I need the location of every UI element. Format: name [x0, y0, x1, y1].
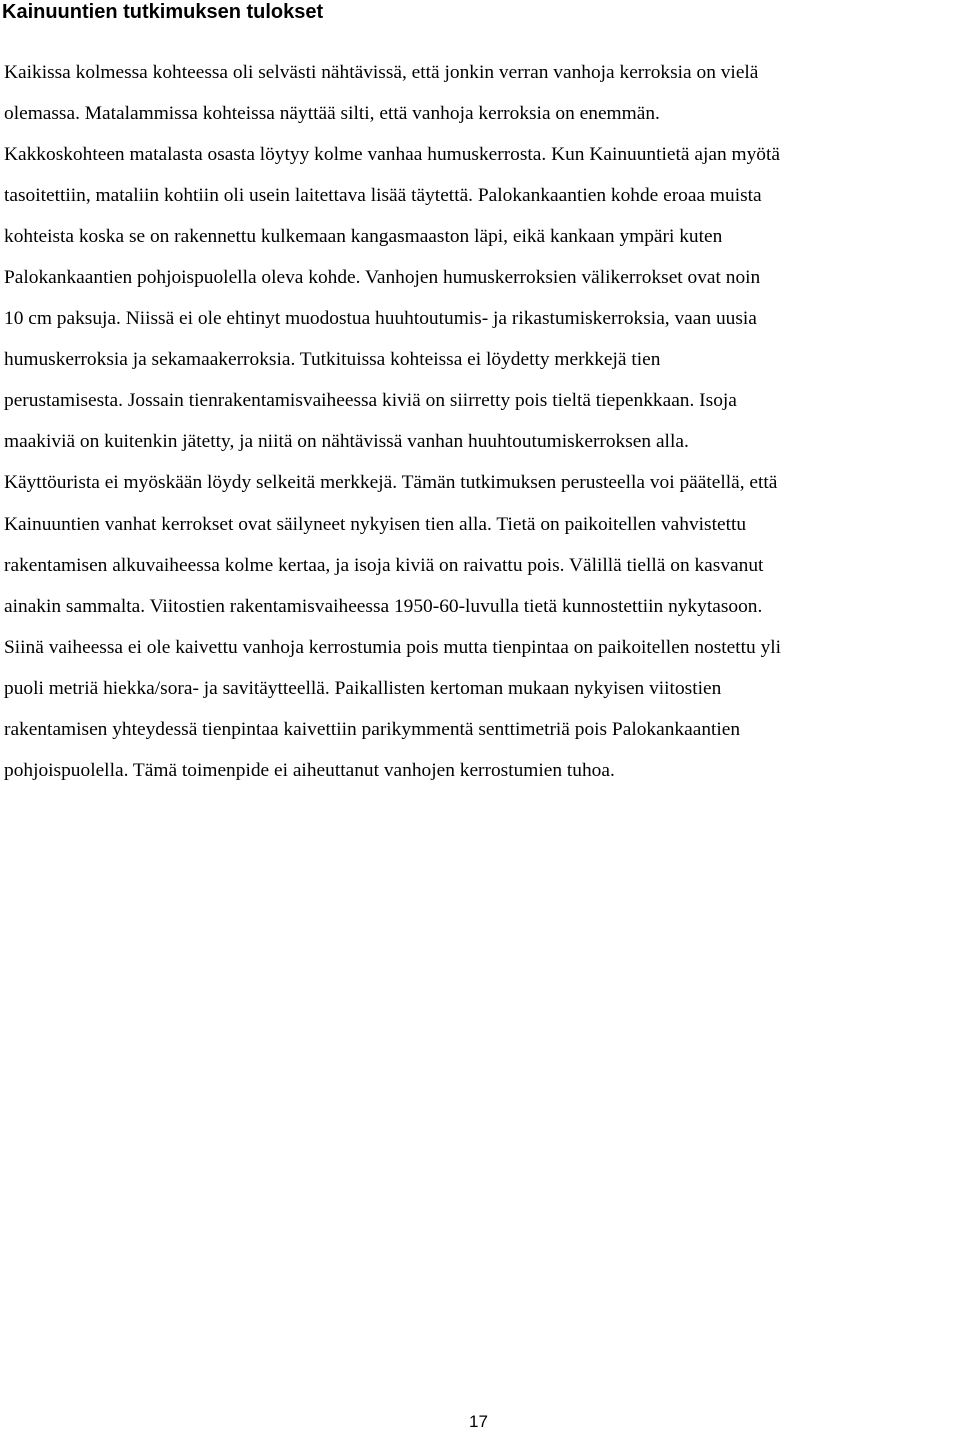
paragraph-line: pohjoispuolella. Tämä toimenpide ei aiheuttanut vanhojen kerrostumien tuhoa.: [4, 759, 615, 781]
paragraph-line: Käyttöurista ei myöskään löydy selkeitä merkkejä. Tämän tutkimuksen perusteella voi päätellä, että: [4, 472, 778, 494]
paragraph-line: Palokankaantien pohjoispuolella oleva kohde. Vanhojen humuskerroksien välikerrokset ovat noin: [4, 267, 761, 289]
paragraph-line: ainakin sammalta. Viitostien rakentamisvaiheessa 1950-60-luvulla tietä kunnostettiin nykytasoon.: [4, 595, 763, 617]
paragraph-line: Kakkoskohteen matalasta osasta löytyy kolme vanhaa humuskerrosta. Kun Kainuuntietä ajan myötä: [4, 144, 780, 166]
paragraph-line: humuskerroksia ja sekamaakerroksia. Tutkituissa kohteissa ei löydetty merkkejä tien: [4, 349, 661, 371]
body-paragraph: [4, 52, 960, 791]
paragraph-line: rakentamisen yhteydessä tienpintaa kaivettiin parikymmentä senttimetriä pois Palokankaantien: [4, 718, 741, 740]
paragraph-line: perustamisesta. Jossain tienrakentamisvaiheessa kiviä on siirretty pois tieltä tiepenkkaan. Isoja: [4, 390, 737, 412]
paragraph-line: olemassa. Matalammissa kohteissa näyttää silti, että vanhoja kerroksia on enemmän.: [4, 103, 660, 125]
paragraph-line: Siinä vaiheessa ei ole kaivettu vanhoja kerrostumia pois mutta tienpintaa on paikoitellen nostettu yli: [4, 636, 782, 658]
paragraph-line: maakiviä on kuitenkin jätetty, ja niitä on nähtävissä vanhan huuhtoutumiskerroksen alla.: [4, 431, 689, 453]
paragraph-line: Kainuuntien vanhat kerrokset ovat säilyneet nykyisen tien alla. Tietä on paikoitellen vahvistettu: [4, 513, 747, 535]
paragraph-line: rakentamisen alkuvaiheessa kolme kertaa, ja isoja kiviä on raivattu pois. Välillä tiellä on kasvanut: [4, 554, 764, 576]
paragraph-line: tasoitettiin, mataliin kohtiin oli usein laitettava lisää täytettä. Palokankaantien kohde eroaa muista: [4, 185, 762, 207]
paragraph-line: 10 cm paksuja. Niissä ei ole ehtinyt muodostua huuhtoutumis- ja rikastumiskerroksia, vaan uusia: [4, 308, 757, 330]
section-heading: Kainuuntien tutkimuksen tulokset: [2, 1, 324, 23]
paragraph-line: puoli metriä hiekka/sora- ja savitäytteellä. Paikallisten kertoman mukaan nykyisen viitostien: [4, 677, 722, 699]
paragraph-line: kohteista koska se on rakennettu kulkemaan kangasmaaston läpi, eikä kankaan ympäri kuten: [4, 226, 723, 248]
page-number: 17: [469, 1412, 488, 1431]
paragraph-line: Kaikissa kolmessa kohteessa oli selvästi nähtävissä, että jonkin verran vanhoja kerroksia on vielä: [4, 62, 759, 83]
